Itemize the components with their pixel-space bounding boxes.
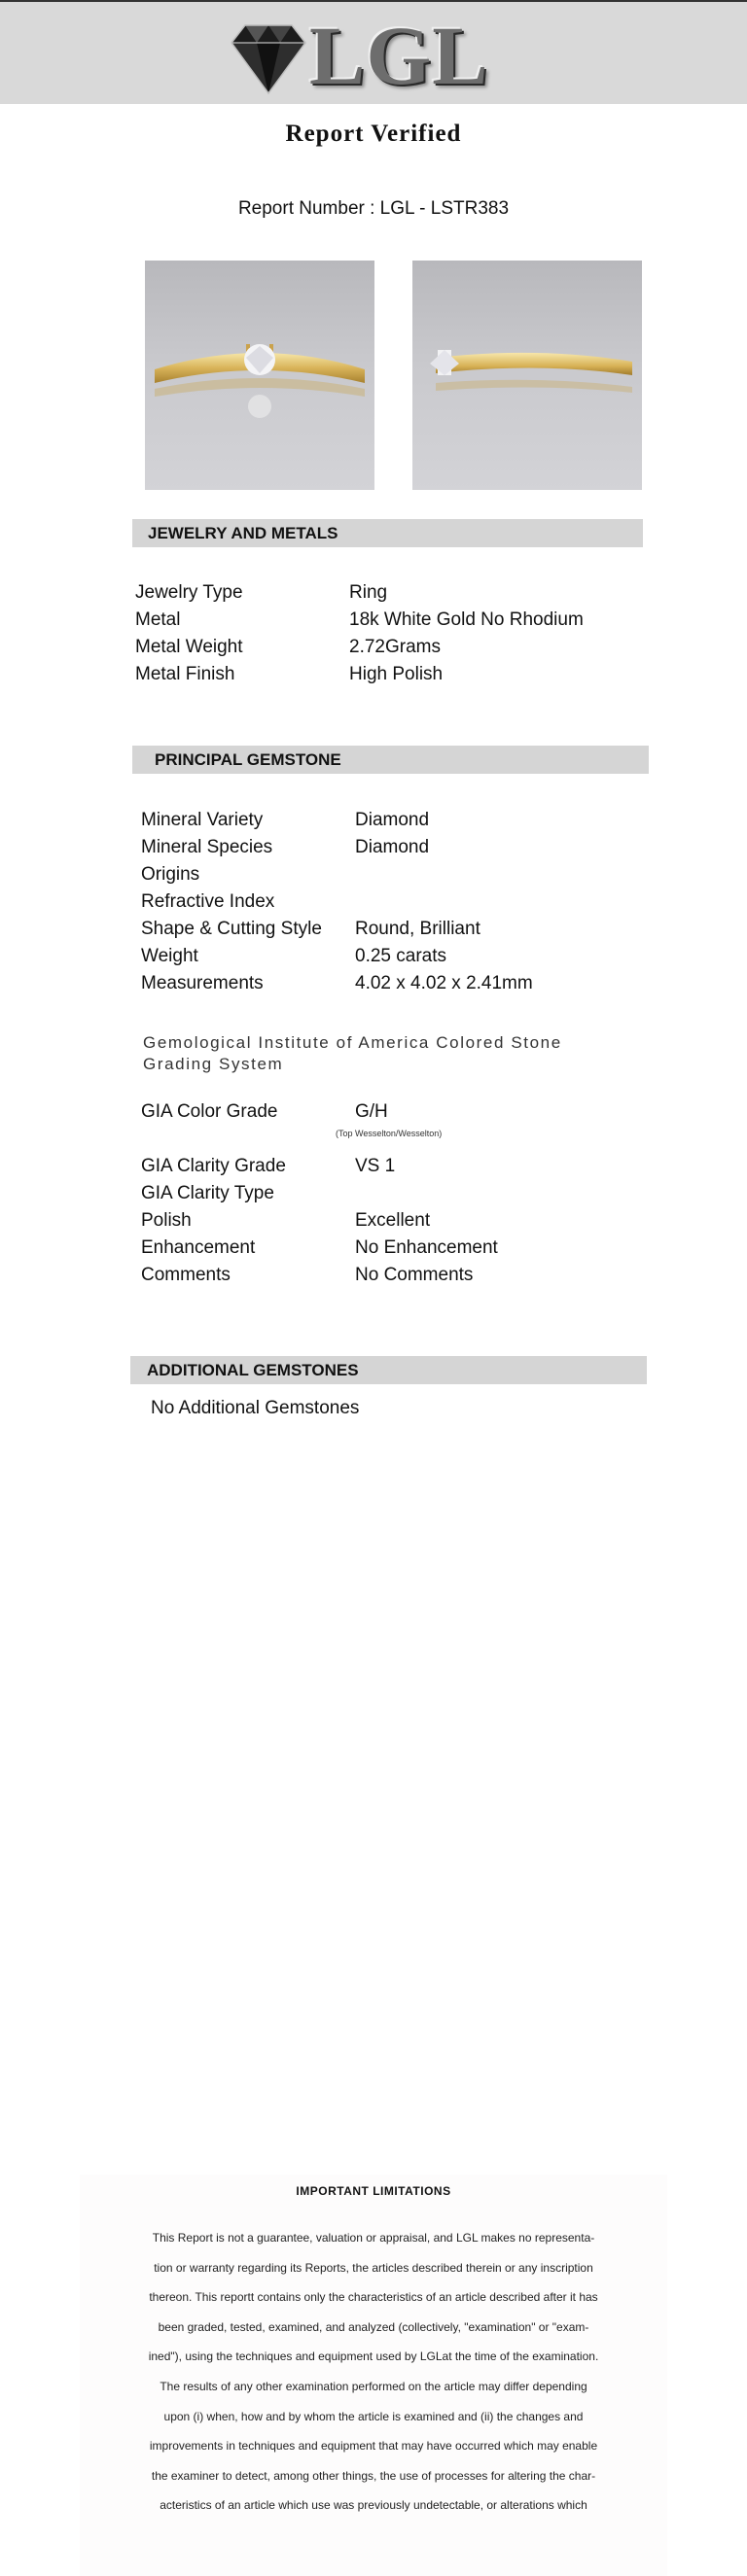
detail-row	[141, 1180, 647, 1207]
detail-value: Excellent	[355, 1210, 431, 1231]
detail-label: Metal Finish	[135, 664, 235, 684]
detail-label: Polish	[141, 1210, 192, 1231]
detail-label: Measurements	[141, 973, 264, 993]
additional-section-heading: ADDITIONAL GEMSTONES	[130, 1356, 647, 1384]
limitations-line: improvements in techniques and equipment that may have occurred which may enable	[149, 2439, 598, 2454]
detail-row	[135, 634, 641, 661]
detail-row	[141, 807, 647, 834]
jewelry-details	[135, 579, 641, 688]
detail-label: GIA Clarity Type	[141, 1183, 274, 1203]
detail-value: Diamond	[355, 810, 430, 830]
limitations-line: been graded, tested, examined, and analyzed (collectively, "examination" or "exam-	[158, 2319, 589, 2334]
detail-value: No Enhancement	[355, 1237, 498, 1258]
detail-value: 2.72Grams	[349, 637, 441, 657]
detail-label: Origins	[141, 864, 200, 885]
diamond-icon	[228, 19, 309, 97]
detail-row	[141, 1262, 647, 1289]
detail-label: Shape & Cutting Style	[141, 919, 322, 939]
logo-text: LGL	[309, 9, 489, 102]
detail-row	[141, 861, 647, 888]
detail-label: GIA Clarity Grade	[141, 1156, 286, 1176]
principal-section-heading: PRINCIPAL GEMSTONE	[132, 746, 649, 774]
limitations-line: acteristics of an article which use was previously undetectable, or alterations which	[160, 2498, 587, 2513]
detail-label: Enhancement	[141, 1237, 256, 1258]
detail-row	[141, 943, 647, 970]
limitations-line: ined"), using the techniques and equipment used by LGLat the time of the examination.	[148, 2350, 599, 2364]
detail-value: Round, Brilliant	[355, 919, 480, 939]
principal-details	[141, 807, 647, 997]
limitations-line: thereon. This reportt contains only the characteristics of an article described after it has	[149, 2290, 598, 2305]
detail-row	[141, 916, 647, 943]
limitations-line: The results of any other examination performed on the article may differ depending	[160, 2379, 587, 2393]
detail-value: VS 1	[355, 1156, 396, 1176]
detail-row	[141, 1235, 647, 1262]
detail-value: G/H	[355, 1101, 388, 1122]
ring-photo-side	[412, 261, 642, 490]
detail-label: Jewelry Type	[135, 582, 243, 603]
ring-photo-front	[145, 261, 374, 490]
detail-label: GIA Color Grade	[141, 1101, 278, 1122]
lgl-logo	[228, 9, 489, 102]
detail-value: High Polish	[349, 664, 444, 684]
grading-system-note: Gemological Institute of America Colored Stone Grading System	[143, 1033, 562, 1073]
detail-value: 0.25 carats	[355, 946, 446, 966]
detail-row	[135, 579, 641, 607]
detail-value: 4.02 x 4.02 x 2.41mm	[355, 973, 533, 993]
detail-label: Metal	[135, 609, 181, 630]
detail-value: Diamond	[355, 837, 430, 857]
limitations-title: IMPORTANT LIMITATIONS	[296, 2184, 451, 2198]
detail-label: Metal Weight	[135, 637, 243, 657]
detail-row	[141, 1153, 647, 1180]
color-grade	[141, 1098, 647, 1126]
header-banner	[0, 0, 747, 104]
detail-label: Mineral Species	[141, 837, 273, 857]
detail-row	[141, 888, 647, 916]
detail-label: Mineral Variety	[141, 810, 264, 830]
detail-value: 18k White Gold No Rhodium	[349, 609, 584, 630]
detail-value: No Comments	[355, 1265, 474, 1285]
detail-label: Refractive Index	[141, 891, 275, 912]
limitations-line: This Report is not a guarantee, valuation or appraisal, and LGL makes no representa-	[152, 2231, 595, 2245]
page-title: Report Verified	[285, 121, 462, 147]
no-additional-gemstones: No Additional Gemstones	[151, 1398, 360, 1418]
detail-label: Weight	[141, 946, 198, 966]
detail-row	[135, 661, 641, 688]
detail-row	[141, 1207, 647, 1235]
detail-row	[135, 607, 641, 634]
limitations-line: the examiner to detect, among other things, the use of processes for altering the char-	[151, 2468, 596, 2483]
detail-value: Ring	[349, 582, 388, 603]
color-grade-note: (Top Wesselton/Wesselton)	[336, 1129, 443, 1138]
detail-row	[141, 834, 647, 861]
report-number: Report Number : LGL - LSTR383	[237, 198, 510, 219]
detail-row	[141, 970, 647, 997]
limitations-text	[105, 2223, 642, 2521]
grading-details	[141, 1153, 647, 1289]
detail-row	[141, 1098, 647, 1126]
limitations-line: upon (i) when, how and by whom the article is examined and (ii) the changes and	[163, 2409, 584, 2423]
jewelry-section-heading: JEWELRY AND METALS	[132, 519, 643, 547]
detail-label: Comments	[141, 1265, 231, 1285]
limitations-line: tion or warranty regarding its Reports, the articles described therein or any inscription	[154, 2260, 593, 2275]
